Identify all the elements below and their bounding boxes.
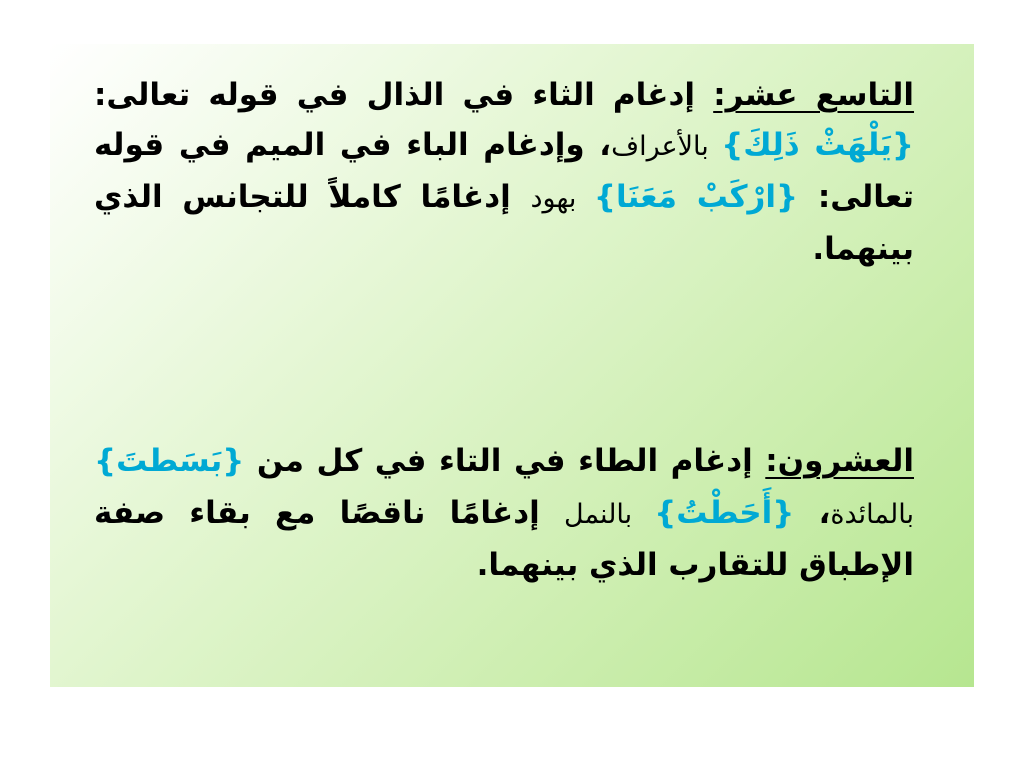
- surah-reference: بالمائدة: [830, 499, 914, 530]
- body-text: إدغام الثاء في الذال في قوله تعالى:: [94, 77, 714, 113]
- quran-quote: {يَلْهَثْ ذَلِكَ}: [721, 127, 914, 163]
- body-text: إدغامًا ناقصًا مع بقاء صفة الإطباق للتقارب الذي بينهما.: [94, 495, 914, 583]
- paragraph-20: [94, 436, 914, 590]
- paragraph-heading: التاسع عشر:: [713, 77, 915, 113]
- paragraph-heading: العشرون:: [765, 443, 914, 479]
- body-text: ،: [794, 495, 831, 531]
- quran-quote: {بَسَطتَ}: [94, 443, 245, 479]
- quran-quote: {ارْكَبْ مَعَنَا}: [593, 179, 799, 215]
- paragraph-19: [94, 70, 914, 274]
- surah-reference: بالأعراف: [611, 131, 722, 162]
- surah-reference: بالنمل: [564, 499, 655, 530]
- body-text: إدغامًا كاملاً للتجانس الذي بينهما.: [94, 179, 914, 267]
- body-text: إدغام الطاء في التاء في كل من: [244, 443, 766, 479]
- slide-panel: [50, 44, 974, 687]
- body-text: ، وإدغام الباء في الميم في قوله تعالى:: [94, 127, 914, 215]
- surah-reference: بهود: [530, 183, 594, 214]
- quran-quote: {أَحَطْتُ}: [654, 495, 795, 531]
